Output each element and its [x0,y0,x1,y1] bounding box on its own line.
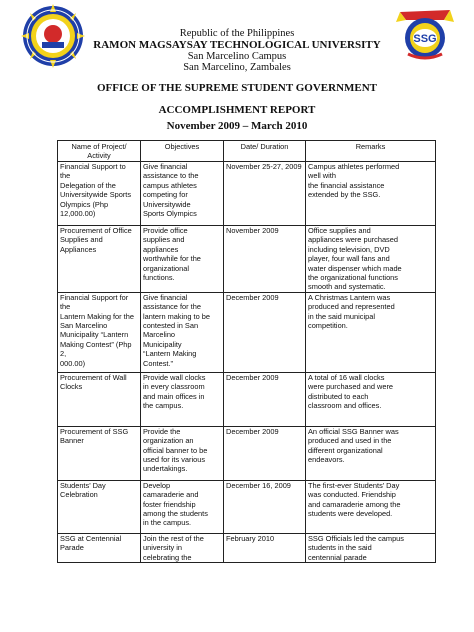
cell-remarks: A total of 16 wall clocks were purchased and were distributed to each classroom and offices. [306,372,436,426]
column-header-date: Date/ Duration [224,141,306,162]
cell-project: Financial Support to the Delegation of the Universitywide Sports Olympics (Php 12,000.00) [58,162,141,226]
cell-objectives: Provide wall clocks in every classroom and main offices in the campus. [141,372,224,426]
cell-objectives: Provide office supplies and appliances worthwhile for the organizational functions. [141,226,224,293]
cell-project: Financial Support for the Lantern Making for the San Marcelino Municipality “Lantern Making Contest” (Php 2, 000.00) [58,292,141,372]
cell-remarks: SSG Officials led the campus students in the said centennial parade [306,533,436,562]
cell-remarks: Campus athletes performed well with the financial assistance extended by the SSG. [306,162,436,226]
header-address: San Marcelino, Zambales [183,62,291,73]
column-header-remarks: Remarks [306,141,436,162]
cell-project: SSG at Centennial Parade [58,533,141,562]
column-header-objectives: Objectives [141,141,224,162]
table-header-row [58,141,436,162]
cell-remarks: An official SSG Banner was produced and used in the different organizational endeavors. [306,426,436,480]
cell-objectives: Give financial assistance for the lantern making to be contested in San Marcelino Municipality “Lantern Making Contest.” [141,292,224,372]
table-row [58,226,436,293]
cell-remarks: The first-ever Students’ Day was conducted. Friendship and camaraderie among the students were developed. [306,480,436,533]
report-period: November 2009 – March 2010 [166,120,308,132]
cell-remarks: A Christmas Lantern was produced and represented in the said municipal competition. [306,292,436,372]
cell-date: November 2009 [224,226,306,293]
column-header-name: Name of Project/ Activity [58,141,141,162]
table-row [58,372,436,426]
header-office: OFFICE OF THE SUPREME STUDENT GOVERNMENT [96,82,378,94]
cell-date: December 16, 2009 [224,480,306,533]
cell-objectives: Join the rest of the university in celebrating the [141,533,224,562]
table-row [58,533,436,562]
cell-date: December 2009 [224,372,306,426]
ssg-logo-text: SSG [413,33,437,45]
table-row [58,162,436,226]
cell-date: December 2009 [224,292,306,372]
cell-project: Procurement of Wall Clocks [58,372,141,426]
cell-project: Students’ Day Celebration [58,480,141,533]
cell-date: November 25-27, 2009 [224,162,306,226]
report-title: ACCOMPLISHMENT REPORT [158,104,316,116]
header-republic: Republic of the Philippines [179,28,295,39]
table-row [58,480,436,533]
table-row [58,426,436,480]
cell-remarks: Office supplies and appliances were purchased including television, DVD player, four wall fans and water dispenser which made the organizational functions smooth and systematic. [306,226,436,293]
header-university: RAMON MAGSAYSAY TECHNOLOGICAL UNIVERSITY [93,39,381,51]
cell-date: February 2010 [224,533,306,562]
cell-project: Procurement of Office Supplies and Appliances [58,226,141,293]
cell-objectives: Give financial assistance to the campus athletes competing for Universitywide Sports Olympics [141,162,224,226]
cell-objectives: Provide the organization an official banner to be used for its various undertakings. [141,426,224,480]
cell-date: December 2009 [224,426,306,480]
accomplishment-table [57,140,436,563]
header-campus: San Marcelino Campus [187,51,287,62]
cell-project: Procurement of SSG Banner [58,426,141,480]
cell-objectives: Develop camaraderie and foster friendship among the students in the campus. [141,480,224,533]
table-row [58,292,436,372]
